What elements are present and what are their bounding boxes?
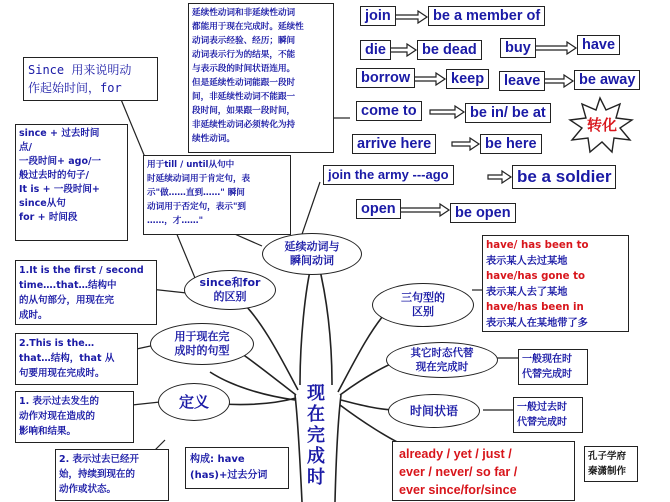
verb-arrive-here: arrive here <box>352 134 436 154</box>
verb-die: die <box>360 40 391 60</box>
verb-be-away: be away <box>574 70 640 90</box>
have-been-line: have/has gone to <box>486 271 586 282</box>
have-been-line: 表示某人去过某地 <box>486 255 568 267</box>
till-until-note: 用于till / until从句中 时延续动词用于肯定句，表 示"做……直到……" 瞬间 动词用于否定句，表示"到 ……，才……" <box>143 155 291 235</box>
have-been-gone-note <box>482 235 629 332</box>
node-definition: 定义 <box>158 383 230 421</box>
node-continuous-verbs: 延续动词与 瞬间动词 <box>262 233 362 275</box>
past-tense-note: 一般过去时 代替完成时 <box>513 397 583 433</box>
credit-box: 孔子学府 秦潇制作 <box>584 446 638 482</box>
pair-arrow <box>488 171 511 183</box>
trunk-title: 现在完成时 <box>307 383 325 488</box>
node-three-patterns: 三句型的 区别 <box>372 283 474 327</box>
time-words-box <box>392 441 575 501</box>
verb-come-to: come to <box>356 101 422 121</box>
pattern-two-note: 2.This is the… that…结构，that 从 句要用现在完成时。 <box>15 333 138 385</box>
pattern-one-note: 1.It is the first / second time….that…结构中 的从句部分，用现在完 成时。 <box>15 260 157 325</box>
verb-join-the-army: join the army ---ago <box>323 165 454 185</box>
definition-one-note: 1. 表示过去发生的 动作对现在造成的 影响和结果。 <box>15 391 134 443</box>
since-note: since + 过去时间 点/ 一段时间+ ago/一 般过去时的句子/ It is + 一段时间+ since从句 for + 时间段 <box>15 124 128 241</box>
pair-arrow <box>400 204 449 216</box>
form-note: 构成: have (has)+过去分词 <box>185 447 289 489</box>
node-time-adverbial: 时间状语 <box>388 394 480 428</box>
verb-be-in-be-at: be in/ be at <box>465 103 551 123</box>
have-been-line: have/has been in <box>486 302 584 313</box>
verb-borrow: borrow <box>356 68 415 88</box>
definition-two-note: 2. 表示过去已经开 始，持续到现在的 动作或状态。 <box>55 449 169 501</box>
node-sentence-patterns: 用于现在完 成时的句型 <box>150 323 254 365</box>
time-words-line: ever since/for/since <box>399 483 517 497</box>
have-been-line: 表示某人在某地带了多 <box>486 317 588 329</box>
time-words-line: ever / never/ so far / <box>399 465 518 479</box>
continuous-verb-note: 延续性动词和非延续性动词 都能用于现在完成时。延续性 动词表示经验、经历；瞬间 动词表示行为的结果，不能 与表示段的时间状语连用。 但是延续性动词能跟一段时 间，非延续性动词不能跟一 段时间，如果跟一段时间， 非延续性动词必须转化为持 续性动词。 <box>188 3 334 153</box>
verb-be-dead: be dead <box>417 40 482 60</box>
verb-open: open <box>356 199 401 219</box>
node-since-for: since和for 的区别 <box>184 270 276 310</box>
pair-arrow <box>430 106 464 118</box>
pair-arrow <box>452 138 479 150</box>
pair-arrow <box>412 73 445 85</box>
verb-be-a-soldier: be a soldier <box>512 165 616 189</box>
pair-arrow <box>392 11 427 23</box>
present-tense-note: 一般现在时 代替完成时 <box>518 349 588 385</box>
verb-keep: keep <box>446 69 489 89</box>
verb-leave: leave <box>499 71 545 91</box>
verb-be-open: be open <box>450 203 516 223</box>
time-words-line: already / yet / just / <box>399 447 512 461</box>
have-been-line: have/ has been to <box>486 240 589 251</box>
verb-buy: buy <box>500 38 536 58</box>
verb-be-here: be here <box>480 134 542 154</box>
since-title: Since 用来说明动 作起始时间，for <box>23 57 158 101</box>
verb-join: join <box>360 6 396 26</box>
zhuanhua-label: 转化 <box>586 116 617 134</box>
node-other-tenses: 其它时态代替 现在完成时 <box>386 342 498 378</box>
have-been-line: 表示某人去了某地 <box>486 286 568 298</box>
verb-have: have <box>577 35 620 55</box>
pair-arrow <box>531 42 576 54</box>
verb-be-a-member-of: be a member of <box>428 6 545 26</box>
